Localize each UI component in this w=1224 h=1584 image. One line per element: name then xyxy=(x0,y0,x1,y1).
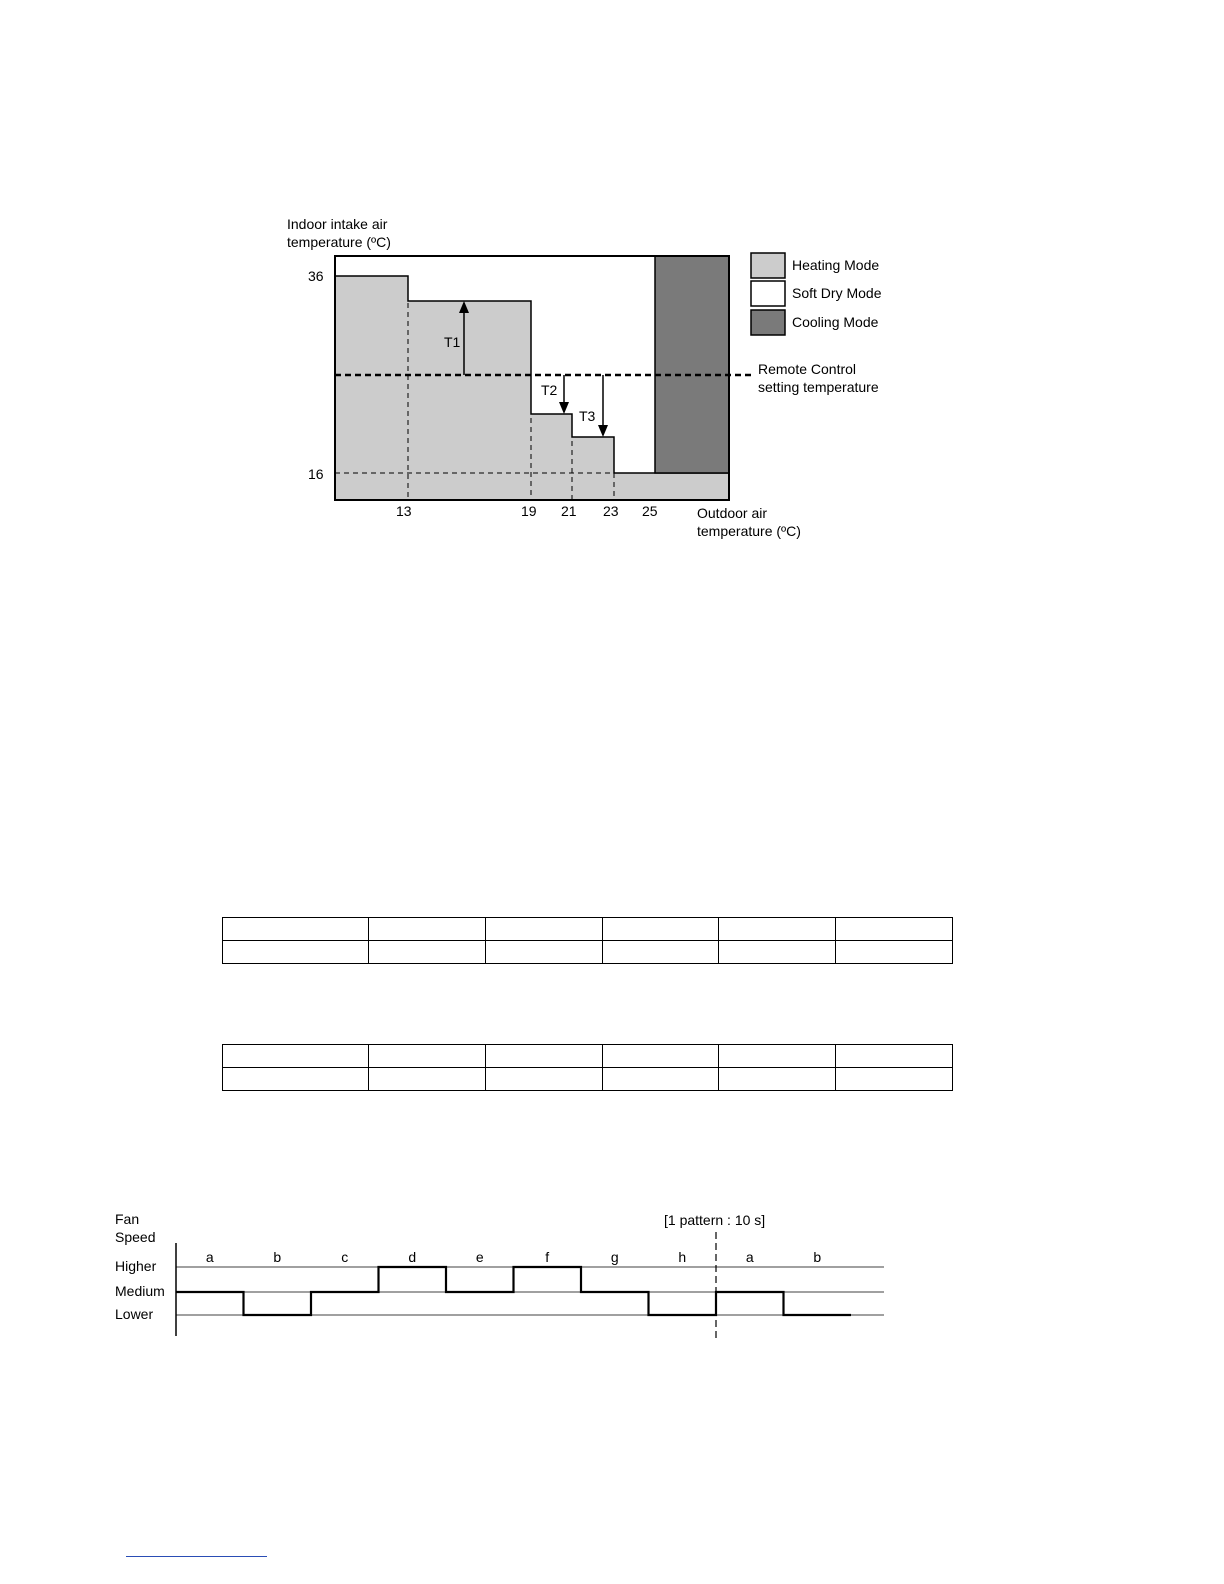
table-cell xyxy=(836,918,953,941)
table-cell xyxy=(223,1045,369,1068)
fan-label: Fan xyxy=(115,1211,140,1227)
table-cell xyxy=(719,1068,836,1091)
remote-setting-label-2: setting temperature xyxy=(758,379,879,395)
table-cell xyxy=(486,941,603,964)
table-row xyxy=(223,1045,953,1068)
fan-segment-label: b xyxy=(813,1249,822,1265)
pattern-note: [1 pattern : 10 s] xyxy=(664,1212,766,1228)
x-tick-23: 23 xyxy=(603,503,619,519)
table-cell xyxy=(223,918,369,941)
fan-segment-label: c xyxy=(341,1249,349,1265)
level-label-higher: Higher xyxy=(115,1258,157,1274)
legend-swatch-heating xyxy=(751,253,785,278)
arrow-label-t1: T1 xyxy=(444,334,461,350)
table-cell xyxy=(719,918,836,941)
table-cell xyxy=(223,941,369,964)
blank-table-2 xyxy=(222,1044,953,1091)
level-label-lower: Lower xyxy=(115,1306,154,1322)
table-cell xyxy=(223,1068,369,1091)
fan-speed-waveform xyxy=(176,1267,851,1315)
y-tick-36: 36 xyxy=(308,268,324,284)
table-cell xyxy=(369,1068,486,1091)
table-cell xyxy=(369,1045,486,1068)
x-tick-21: 21 xyxy=(561,503,577,519)
speed-label: Speed xyxy=(115,1229,156,1245)
table-cell xyxy=(603,1045,719,1068)
legend-swatch-cooling xyxy=(751,310,785,335)
x-tick-19: 19 xyxy=(521,503,537,519)
fan-segment-label: b xyxy=(273,1249,282,1265)
fan-segment-label: g xyxy=(610,1249,619,1265)
table-cell xyxy=(836,1045,953,1068)
x-axis-label: Outdoor air xyxy=(697,505,768,521)
arrow-t3 xyxy=(598,375,608,437)
fan-segment-label: h xyxy=(678,1249,687,1265)
legend-label-soft-dry: Soft Dry Mode xyxy=(792,285,882,301)
fan-speed-chart xyxy=(115,1211,884,1340)
remote-setting-label: Remote Control xyxy=(758,361,857,377)
footer-rule xyxy=(126,1556,267,1557)
fan-segment-label: d xyxy=(408,1249,417,1265)
x-tick-25: 25 xyxy=(642,503,658,519)
x-axis-label-2: temperature (ºC) xyxy=(697,523,801,539)
level-label-medium: Medium xyxy=(115,1283,165,1299)
table-cell xyxy=(719,1045,836,1068)
table-cell xyxy=(836,941,953,964)
legend xyxy=(751,253,882,335)
cooling-region xyxy=(655,256,729,473)
table-row xyxy=(223,1068,953,1091)
legend-swatch-soft-dry xyxy=(751,281,785,306)
table-cell xyxy=(486,1045,603,1068)
arrow-label-t2: T2 xyxy=(541,382,558,398)
legend-label-cooling: Cooling Mode xyxy=(792,314,879,330)
table-cell xyxy=(486,1068,603,1091)
table-cell xyxy=(719,941,836,964)
table-cell xyxy=(603,918,719,941)
fan-segment-label: e xyxy=(475,1249,484,1265)
table-cell xyxy=(369,941,486,964)
table-row xyxy=(223,941,953,964)
fan-segment-label: f xyxy=(545,1249,550,1265)
y-tick-16: 16 xyxy=(308,466,324,482)
fan-segment-label: a xyxy=(745,1249,754,1265)
table-cell xyxy=(836,1068,953,1091)
table-cell xyxy=(486,918,603,941)
arrow-label-t3: T3 xyxy=(579,408,596,424)
table-cell xyxy=(603,1068,719,1091)
legend-label-heating: Heating Mode xyxy=(792,257,880,273)
y-axis-label: Indoor intake air xyxy=(287,216,388,232)
arrow-t2 xyxy=(559,375,569,414)
table-cell xyxy=(369,918,486,941)
table-cell xyxy=(603,941,719,964)
fan-segment-label: a xyxy=(205,1249,214,1265)
table-row xyxy=(223,918,953,941)
mode-chart xyxy=(287,216,882,539)
fan-segment-labels xyxy=(206,1249,822,1265)
x-tick-13: 13 xyxy=(396,503,412,519)
blank-table-1 xyxy=(222,917,953,964)
y-axis-label-2: temperature (ºC) xyxy=(287,234,391,250)
